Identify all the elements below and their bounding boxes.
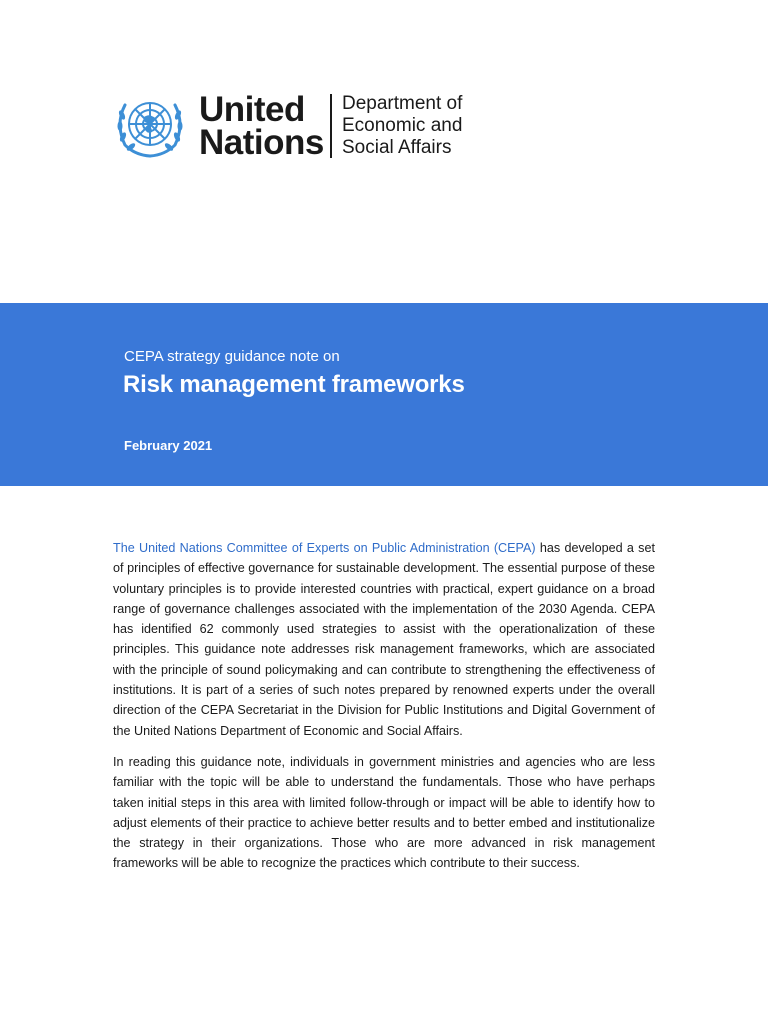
department-line-3: Social Affairs — [342, 137, 452, 158]
logo-divider — [330, 94, 332, 158]
paragraph-1 — [113, 538, 655, 741]
paragraph-1-text: has developed a set of principles of effective governance for sustainable development. The essential purpose of these voluntary principles is to provide interested countries with practical, expert guidance on a broad range of governance challenges associated with the implementation of the 2030 Agenda. CEPA has identified 62 commonly used strategies to assist with the operationalization of these principles. This guidance note addresses risk management frameworks, which are associated with the principle of sound policymaking and can contribute to strengthening the effectiveness of institutions. It is part of a series of such notes prepared by renowned experts under the overall direction of the CEPA Secretariat in the Division for Public Institutions and Digital Government of the United Nations Department of Economic and Social Affairs. — [113, 541, 655, 738]
document-title: Risk management frameworks — [123, 371, 465, 398]
department-name — [342, 93, 462, 159]
publication-date: February 2021 — [124, 438, 213, 453]
paragraph-2: In reading this guidance note, individuals in government ministries and agencies who are less familiar with the topic will be able to understand the fundamentals. Those who have perhaps taken initial steps in this area with limited follow-through or impact will be able to identify how to adjust elements of their practice to achieve better results and to better embed and institutionalize the strategy in their organizations. Those who are more advanced in risk management frameworks will be able to recognize the practices which contribute to their success. — [113, 754, 655, 871]
cepa-link[interactable]: The United Nations Committee of Experts on Public Administration (CEPA) — [113, 541, 536, 555]
title-banner — [0, 303, 768, 486]
org-name-line-1: United — [199, 90, 305, 129]
un-desa-logo — [113, 91, 473, 161]
un-emblem-icon — [113, 93, 187, 159]
org-name-line-2: Nations — [199, 123, 324, 162]
department-line-2: Economic and — [342, 115, 463, 136]
banner-subtitle: CEPA strategy guidance note on — [124, 348, 340, 365]
body-text — [113, 538, 655, 885]
department-line-1: Department of — [342, 93, 463, 114]
